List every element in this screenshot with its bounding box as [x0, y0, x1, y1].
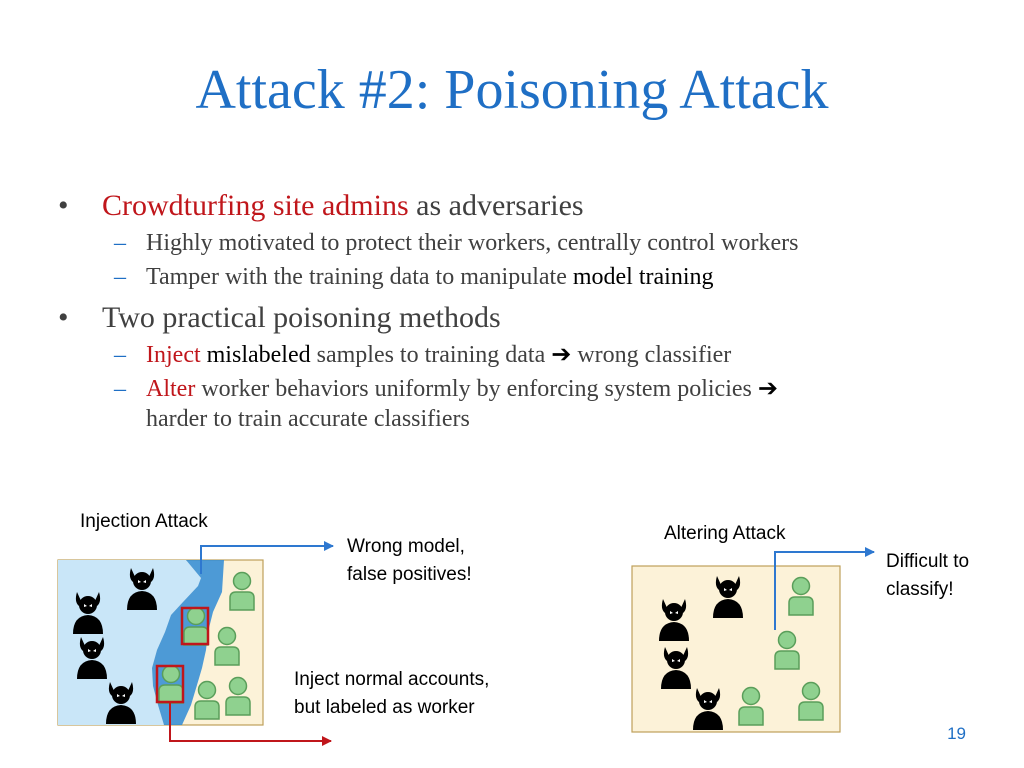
bullet-mark: • [58, 301, 69, 334]
injection-attack-label: Injection Attack [80, 511, 208, 532]
wrong-model-label [347, 533, 472, 589]
sub-bullet-inject-emphasis: mislabeled [200, 342, 311, 368]
sub-bullet-alter-highlight: Alter [146, 376, 196, 402]
right-arrow-icon: ➔ [551, 342, 572, 368]
page-number: 19 [947, 724, 966, 743]
slide-title: Attack #2: Poisoning Attack [195, 59, 829, 121]
dash-mark: – [114, 230, 126, 256]
inject-normal-label [294, 666, 489, 722]
inject-line1: Inject normal accounts, [294, 669, 490, 690]
right-arrow-icon: ➔ [757, 376, 778, 402]
sub-bullet-inject-text: samples to training data [310, 342, 552, 368]
difficult-label [886, 548, 969, 604]
dash-mark: – [114, 264, 126, 290]
difficult-line2: classify! [886, 579, 954, 600]
altering-attack-label: Altering Attack [664, 523, 786, 544]
inject-line2: but labeled as worker [294, 697, 475, 718]
bullet-adversaries-text: as adversaries [408, 189, 584, 222]
sub-bullet-tamper-text: Tamper with the training data to manipulate [146, 264, 573, 290]
sub-bullet-inject-result: wrong classifier [571, 342, 732, 368]
sub-bullet-alter-result: harder to train accurate classifiers [146, 406, 470, 432]
wrong-model-line2: false positives! [347, 564, 472, 585]
altering-diagram [632, 552, 874, 732]
bullet-mark: • [58, 189, 69, 222]
dash-mark: – [114, 342, 126, 368]
sub-bullet-alter-text: worker behaviors uniformly by enforcing system policies [195, 376, 758, 402]
difficult-line1: Difficult to [886, 551, 970, 572]
wrong-model-line1: Wrong model, [347, 536, 465, 557]
dash-mark: – [114, 376, 126, 402]
bullet-methods-text: Two practical poisoning methods [102, 301, 501, 334]
sub-bullet-inject-highlight: Inject [146, 342, 201, 368]
bullet-adversaries-highlight: Crowdturfing site admins [102, 189, 409, 222]
sub-bullet-tamper-emphasis: model training [572, 264, 714, 290]
injection-diagram [58, 546, 333, 741]
sub-bullet-motivated-text: Highly motivated to protect their workers, centrally control workers [146, 230, 799, 256]
